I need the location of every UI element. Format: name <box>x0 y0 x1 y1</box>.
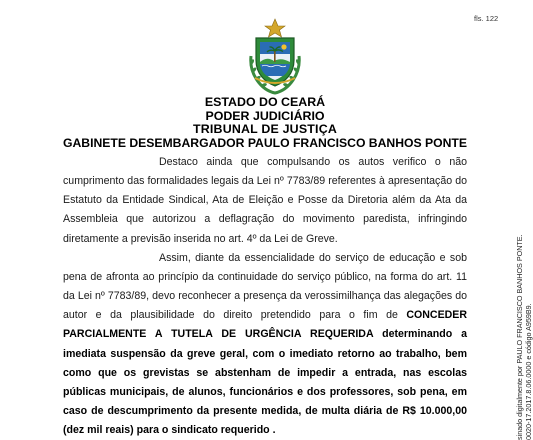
signature-line-1: sinado digitalmente por PAULO FRANCISCO BANHOS PONTE. <box>515 234 524 440</box>
header-office: GABINETE DESEMBARGADOR PAULO FRANCISCO BANHOS PONTE <box>62 135 467 150</box>
ceara-state-seal-icon <box>243 16 307 96</box>
header-court: TRIBUNAL DE JUSTIÇA <box>192 122 337 137</box>
paragraph-2-text: Assim, diante da essencialidade do serviço de educação e sob pena de afronta ao princípio da continuidade do serviço público, na forma do art. 11 da Lei nº 7783/89, devo reconhecer a presença da verossimilhança das alegações do autor e da plausibilidade do direito pretendido para o fim de <box>63 251 467 322</box>
header-state: ESTADO DO CEARÁ <box>204 95 326 109</box>
paragraph-1: Destaco ainda que compulsando os autos verifico o não cumprimento das formalidades legais da Lei nº 7783/89 referentes à apresentação do Estatuto da Entidade Sindical, Ata de Eleição e Posse da Diretoria além da Ata da Assembleia que autorizou a deflagração do movimento paredista, infringindo diretamente a previsão inserida no art. 4º da Lei de Greve. <box>63 156 467 245</box>
header-power: PODER JUDICIÁRIO <box>205 108 325 123</box>
paragraph-2-bold-ruling: CONCEDER PARCIALMENTE A TUTELA DE URGÊNCIA REQUERIDA determinando a imediata suspensão da greve geral, com o imediato retorno ao trabalho, bem como que os grevistas se abstenham de impedir a entrada, nas escolas públicas municipais, de alunos, funcionários e dos professores, sob pena, em caso de descumprimento da presente medida, de multa diária de R$ 10.000,00 (dez mil reais) para o sindicato requerido . <box>63 309 467 437</box>
digital-signature-note <box>516 234 533 440</box>
document-header <box>0 96 530 150</box>
paragraph-2 <box>63 249 467 440</box>
decision-body <box>63 153 467 440</box>
page-number: fls. 122 <box>474 14 499 23</box>
signature-line-2: 0020-17.2017.8.06.0000 e código A959B9. <box>523 303 533 440</box>
